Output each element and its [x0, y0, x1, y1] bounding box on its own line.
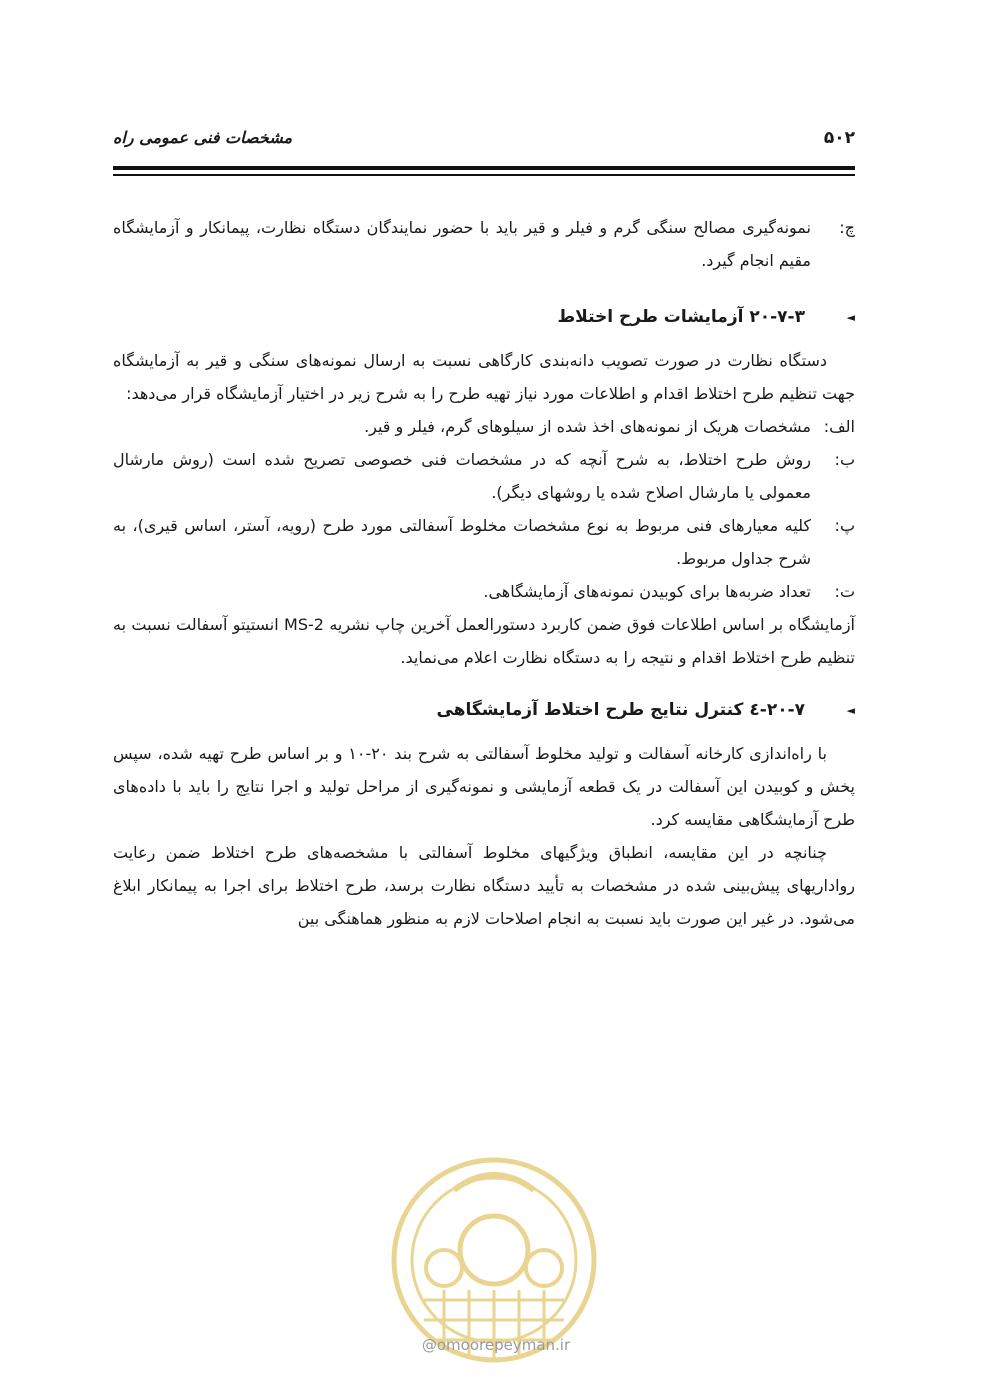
paragraph: با راه‌اندازی کارخانه آسفالت و تولید مخلوط آسفالتی به شرح بند ۲۰-۱۰ و بر اساس طرح تهیه شده، سپس پخش و کوبیدن این آسفالت در یک قطعه آزمایشی و نمونه‌گیری از مراحل تولید و اجرا نتایج را باید با داده‌های طرح آزمایشگاهی مقایسه کرد.	[113, 744, 855, 829]
item-text: روش طرح اختلاط، به شرح آنچه که در مشخصات فنی خصوصی تصریح شده است (روش مارشال معمولی یا مارشال اصلاح شده یا روشهای دیگر).	[113, 450, 811, 502]
list-item	[113, 575, 855, 608]
triangle-marker-icon: ◄	[846, 704, 855, 717]
running-title: مشخصات فنی عمومی راه	[113, 128, 293, 147]
list-item	[113, 410, 855, 443]
list-item	[113, 509, 855, 575]
header-rule-thin	[113, 174, 855, 176]
list-item	[113, 211, 855, 277]
list-item	[113, 443, 855, 509]
paragraph: آزمایشگاه بر اساس اطلاعات فوق ضمن کاربرد دستورالعمل آخرین چاپ نشریه MS-2 انستیتو آسفالت نسبت به تنظیم طرح اختلاط اقدام و نتیجه را به دستگاه نظارت اعلام می‌نماید.	[113, 615, 855, 667]
watermark-url: @omoorepeyman.ir	[421, 1336, 571, 1354]
page-number: ۵۰۲	[823, 128, 855, 148]
paragraph: دستگاه نظارت در صورت تصویب دانه‌بندی کارگاهی نسبت به ارسال نمونه‌های سنگی و قیر به آزمایشگاه جهت تنظیم طرح اختلاط اقدام و اطلاعات مورد نیاز تهیه طرح را به شرح زیر در اختیار آزمایشگاه قرار می‌دهد:	[113, 351, 855, 403]
header-rule-thick	[113, 166, 855, 170]
item-text: نمونه‌گیری مصالح سنگی گرم و فیلر و قیر باید با حضور نمایندگان دستگاه نظارت، پیمانکار و آزمایشگاه مقیم انجام گیرد.	[113, 218, 811, 270]
item-label: پ:	[834, 516, 855, 535]
item-label: الف:	[823, 417, 855, 436]
section-title: ۲۰-۷-۳ آزمایشات طرح اختلاط	[557, 307, 805, 327]
triangle-marker-icon: ◄	[846, 311, 855, 324]
section-title: ۲۰-۷-٤ کنترل نتایج طرح اختلاط آزمایشگاهی	[436, 700, 805, 720]
item-label: ب:	[834, 450, 855, 469]
paragraph: چنانچه در این مقایسه، انطباق ویژگیهای مخلوط آسفالتی با مشخصه‌های طرح اختلاط ضمن رعایت رواداریهای پیش‌بینی شده در مشخصات به تأیید دستگاه نظارت برسد، طرح اختلاط برای اجرا به پیمانکار ابلاغ می‌شود. در غیر این صورت باید نسبت به انجام اصلاحات لازم به منظور هماهنگی بین	[113, 843, 855, 928]
section-heading	[113, 301, 855, 334]
item-label: چ:	[839, 218, 855, 237]
body-content	[113, 211, 855, 935]
item-text: مشخصات هریک از نمونه‌های اخذ شده از سیلوهای گرم، فیلر و قیر.	[364, 417, 811, 436]
item-text: تعداد ضربه‌ها برای کوبیدن نمونه‌های آزمایشگاهی.	[483, 582, 811, 601]
item-text: کلیه معیارهای فنی مربوط به نوع مشخصات مخلوط آسفالتی مورد طرح (رویه، آستر، اساس قیری)، به شرح جداول مربوط.	[113, 516, 811, 568]
item-label: ت:	[834, 582, 855, 601]
section-heading	[113, 694, 855, 727]
page-header	[113, 128, 855, 158]
